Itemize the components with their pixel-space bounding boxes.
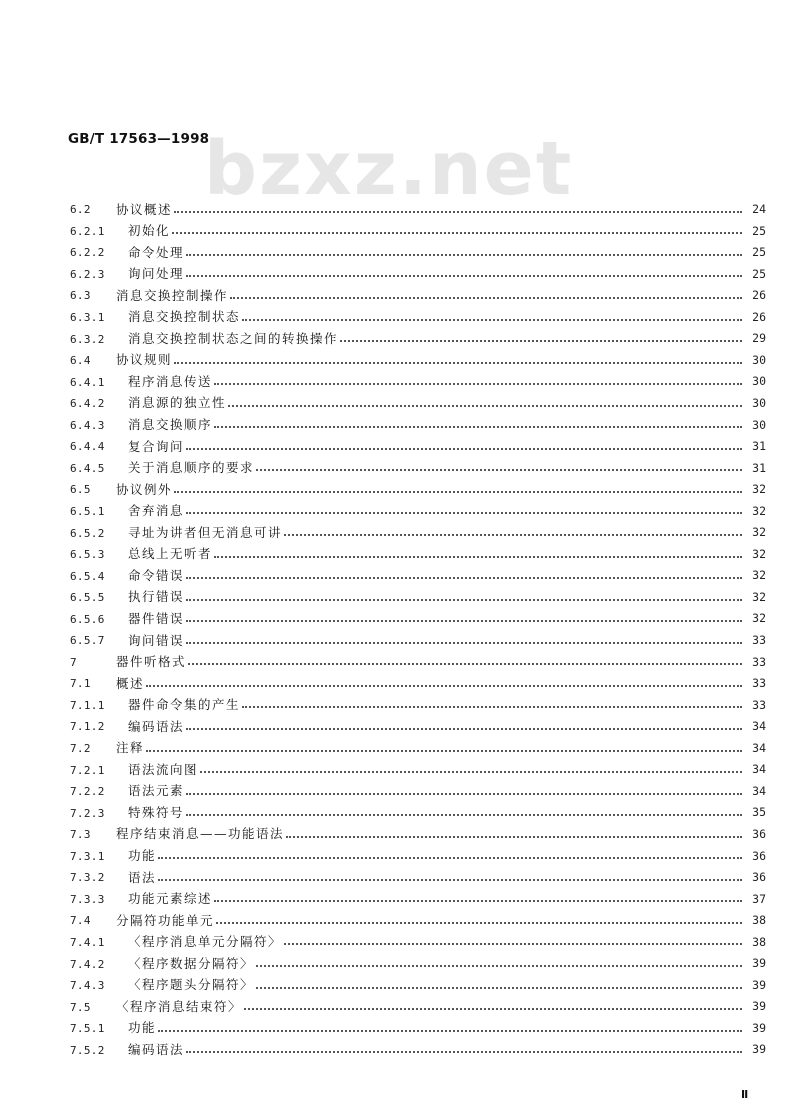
toc-entry-page: 38 xyxy=(752,913,766,928)
toc-entry xyxy=(70,415,766,437)
toc-entry-number: 6.3.1 xyxy=(70,311,105,324)
toc-entry-number: 7.5.2 xyxy=(70,1043,105,1057)
toc-leader-dots xyxy=(186,438,742,450)
toc-entry-number: 6.5.7 xyxy=(70,634,105,648)
toc-entry xyxy=(70,716,766,738)
toc-leader-dots xyxy=(340,330,742,342)
toc-entry-page: 34 xyxy=(752,783,766,798)
toc-leader-dots xyxy=(186,244,742,256)
toc-entry-page: 25 xyxy=(752,266,766,281)
toc-entry-title: 编码语法 xyxy=(128,1041,185,1057)
toc-entry-page: 31 xyxy=(752,439,766,454)
toc-entry xyxy=(70,199,766,221)
toc-entry xyxy=(70,695,766,717)
toc-entry-page: 33 xyxy=(752,676,766,691)
toc-leader-dots xyxy=(158,1020,742,1032)
toc-entry-title: 语法元素 xyxy=(128,783,185,799)
toc-entry xyxy=(70,522,766,544)
toc-entry-page: 38 xyxy=(752,934,766,949)
toc-entry-title: 〈程序消息结束符〉 xyxy=(116,998,243,1014)
toc-entry-title: 程序消息传送 xyxy=(128,373,213,389)
toc-entry xyxy=(70,479,766,501)
toc-entry-page: 25 xyxy=(752,245,766,260)
toc-entry-title: 〈程序数据分隔符〉 xyxy=(128,955,255,971)
toc-entry-title: 舍弃消息 xyxy=(128,503,185,519)
standard-code: GB/T 17563—1998 xyxy=(68,131,210,147)
toc-leader-dots xyxy=(186,718,742,730)
toc-entry-page: 32 xyxy=(752,611,766,626)
toc-leader-dots xyxy=(256,459,742,471)
toc-entry xyxy=(70,630,766,652)
toc-leader-dots xyxy=(186,804,742,816)
toc-entry-title: 执行错误 xyxy=(128,589,185,605)
toc-entry-page: 39 xyxy=(752,999,766,1014)
toc-leader-dots xyxy=(188,653,742,665)
toc-entry-number: 6.4.4 xyxy=(70,440,105,454)
toc-entry-title: 功能 xyxy=(128,1020,157,1036)
toc-entry-number: 6.4.2 xyxy=(70,397,105,411)
toc-entry-title: 协议概述 xyxy=(116,201,173,217)
toc-entry-number: 6.4.1 xyxy=(70,375,105,389)
toc-entry-number: 6.5.5 xyxy=(70,591,105,605)
toc-entry xyxy=(70,307,766,329)
toc-entry-number: 7.3.2 xyxy=(70,871,105,885)
toc-entry-title: 初始化 xyxy=(128,223,171,239)
toc-leader-dots xyxy=(242,696,742,708)
toc-entry-title: 功能 xyxy=(128,848,157,863)
toc-entry-number: 6.5.3 xyxy=(70,548,105,562)
toc-entry xyxy=(70,1039,766,1061)
toc-entry-title: 消息交换控制状态之间的转换操作 xyxy=(128,330,339,346)
toc-leader-dots xyxy=(186,783,742,795)
toc-entry-title: 消息交换控制状态 xyxy=(128,309,241,325)
toc-entry-page: 32 xyxy=(752,546,766,561)
toc-entry-page: 35 xyxy=(752,805,766,820)
toc-entry-number: 6.4.5 xyxy=(70,461,105,475)
toc-entry-title: 协议规则 xyxy=(116,352,173,368)
toc-entry xyxy=(70,565,766,587)
toc-entry-page: 34 xyxy=(752,740,766,755)
toc-entry-page: 30 xyxy=(752,374,766,389)
toc-entry-page: 39 xyxy=(752,1020,766,1035)
toc-entry-number: 6.2.2 xyxy=(70,246,105,260)
toc-entry-page: 34 xyxy=(752,719,766,734)
toc-leader-dots xyxy=(186,589,742,601)
toc-entry-number: 6.3 xyxy=(70,289,91,303)
toc-leader-dots xyxy=(186,502,742,514)
toc-entry-number: 7.3 xyxy=(70,828,91,842)
toc-entry xyxy=(70,910,766,932)
toc-entry xyxy=(70,932,766,954)
toc-entry xyxy=(70,371,766,393)
toc-entry-title: 询问处理 xyxy=(128,266,185,282)
toc-entry-page: 30 xyxy=(752,417,766,432)
toc-entry-page: 30 xyxy=(752,395,766,410)
toc-entry-number: 7.4.1 xyxy=(70,935,105,949)
toc-entry xyxy=(70,975,766,997)
toc-entry xyxy=(70,221,766,243)
toc-leader-dots xyxy=(230,287,742,299)
toc-leader-dots xyxy=(214,416,742,428)
toc-entry-page: 26 xyxy=(752,309,766,324)
toc-entry-page: 39 xyxy=(752,1042,766,1057)
toc-entry-number: 7.5.1 xyxy=(70,1022,105,1036)
toc-entry-title: 消息交换控制操作 xyxy=(116,287,229,303)
toc-entry-title: 命令错误 xyxy=(128,567,185,583)
toc-entry-title: 协议例外 xyxy=(116,481,173,497)
toc-entry-number: 7.4.2 xyxy=(70,957,105,971)
toc-entry xyxy=(70,587,766,609)
toc-entry xyxy=(70,996,766,1018)
toc-entry-title: 分隔符功能单元 xyxy=(116,912,215,928)
toc-entry-page: 34 xyxy=(752,762,766,777)
toc-entry-number: 6.5.4 xyxy=(70,569,105,583)
toc-entry xyxy=(70,501,766,523)
toc-leader-dots xyxy=(228,395,742,407)
toc-entry-number: 6.5.6 xyxy=(70,612,105,626)
toc-entry-title: 功能元素综述 xyxy=(128,891,213,907)
toc-entry-number: 7.2 xyxy=(70,742,91,755)
toc-entry-number: 7.4.3 xyxy=(70,979,105,993)
toc-leader-dots xyxy=(186,610,742,622)
toc-entry-title: 询问错误 xyxy=(128,632,185,648)
toc-leader-dots xyxy=(186,265,742,277)
toc-entry-number: 7.2.2 xyxy=(70,785,105,799)
toc-entry-number: 7.3.3 xyxy=(70,892,105,906)
toc-leader-dots xyxy=(174,201,742,213)
toc-entry-title: 总线上无听者 xyxy=(128,546,213,562)
toc-leader-dots xyxy=(256,955,742,967)
toc-entry-page: 36 xyxy=(752,826,766,841)
toc-entry xyxy=(70,544,766,566)
toc-entry-page: 32 xyxy=(752,482,766,497)
toc-entry-title: 寻址为讲者但无消息可讲 xyxy=(128,524,283,540)
toc-entry-title: 器件错误 xyxy=(128,610,185,626)
toc-entry-page: 39 xyxy=(752,956,766,971)
toc-entry-title: 器件命令集的产生 xyxy=(128,697,241,713)
toc-entry xyxy=(70,738,766,760)
toc-entry-number: 6.5.2 xyxy=(70,526,105,540)
toc-entry-number: 6.4.3 xyxy=(70,418,105,432)
toc-entry-title: 关于消息顺序的要求 xyxy=(128,460,255,476)
toc-entry-page: 36 xyxy=(752,848,766,863)
toc-entry-title: 命令处理 xyxy=(128,244,185,260)
toc-entry-number: 6.4 xyxy=(70,354,91,368)
toc-entry-page: 32 xyxy=(752,503,766,518)
toc-entry xyxy=(70,802,766,824)
toc-leader-dots xyxy=(158,847,742,859)
toc-entry-title: 〈程序题头分隔符〉 xyxy=(128,977,255,993)
toc-entry-title: 语法流向图 xyxy=(128,761,199,777)
toc-entry-page: 36 xyxy=(752,870,766,885)
toc-leader-dots xyxy=(214,546,742,558)
toc-entry-page: 31 xyxy=(752,460,766,475)
toc-entry xyxy=(70,264,766,286)
toc-entry-title: 语法 xyxy=(128,869,157,885)
toc-leader-dots xyxy=(158,869,742,881)
toc-leader-dots xyxy=(172,222,742,234)
toc-leader-dots xyxy=(256,977,742,989)
toc-entry-page: 26 xyxy=(752,288,766,303)
toc-leader-dots xyxy=(214,373,742,385)
toc-entry-page: 30 xyxy=(752,352,766,367)
toc-leader-dots xyxy=(242,309,742,321)
toc-entry xyxy=(70,781,766,803)
toc-entry-number: 7.1 xyxy=(70,677,91,691)
toc-leader-dots xyxy=(200,761,742,773)
toc-entry xyxy=(70,846,766,868)
toc-entry-title: 复合询问 xyxy=(128,438,185,454)
toc-entry xyxy=(70,458,766,480)
toc-entry xyxy=(70,889,766,911)
toc-leader-dots xyxy=(146,740,742,752)
toc-entry-page: 33 xyxy=(752,654,766,669)
toc-leader-dots xyxy=(186,1041,742,1053)
toc-entry-page: 32 xyxy=(752,568,766,583)
toc-entry-number: 7.2.3 xyxy=(70,806,105,820)
toc-entry-page: 33 xyxy=(752,697,766,712)
toc-leader-dots xyxy=(186,632,742,644)
toc-leader-dots xyxy=(244,998,742,1010)
toc-entry-number: 6.5 xyxy=(70,483,91,497)
toc-entry-number: 7.3.1 xyxy=(70,849,105,863)
toc-entry-number: 6.2.3 xyxy=(70,267,105,281)
page-marker: Ⅱ xyxy=(741,1088,749,1101)
watermark: bzxz.net xyxy=(204,126,574,212)
toc-entry xyxy=(70,608,766,630)
toc-entry xyxy=(70,285,766,307)
toc-entry xyxy=(70,953,766,975)
toc-entry-title: 特殊符号 xyxy=(128,804,185,820)
toc-entry-number: 7.5 xyxy=(70,1000,91,1014)
toc-entry-number: 7.1.1 xyxy=(70,698,105,712)
toc-entry-page: 32 xyxy=(752,589,766,604)
toc-entry-number: 6.2.1 xyxy=(70,224,105,238)
toc-entry-title: 消息交换顺序 xyxy=(128,417,213,432)
toc-entry-number: 7 xyxy=(70,655,77,669)
toc-leader-dots xyxy=(286,826,742,838)
toc-entry xyxy=(70,1018,766,1040)
toc-entry-number: 7.2.1 xyxy=(70,763,105,777)
toc-entry-page: 39 xyxy=(752,977,766,992)
toc-entry xyxy=(70,867,766,889)
toc-entry xyxy=(70,436,766,458)
toc-entry-title: 编码语法 xyxy=(128,718,185,734)
toc-entry-page: 33 xyxy=(752,633,766,647)
toc-entry-page: 24 xyxy=(752,202,766,216)
toc-entry xyxy=(70,652,766,674)
toc-entry-title: 注释 xyxy=(116,740,145,756)
toc-entry-page: 29 xyxy=(752,331,766,346)
toc-entry-title: 消息源的独立性 xyxy=(128,395,227,411)
toc-entry xyxy=(70,242,766,264)
toc-entry-title: 概述 xyxy=(116,675,145,691)
toc-entry xyxy=(70,759,766,781)
toc-leader-dots xyxy=(284,524,742,536)
toc-entry-title: 程序结束消息——功能语法 xyxy=(116,826,285,842)
toc-leader-dots xyxy=(216,912,742,924)
toc-leader-dots xyxy=(174,481,742,493)
toc-entry-title: 器件听格式 xyxy=(116,654,187,670)
toc-entry-title: 〈程序消息单元分隔符〉 xyxy=(128,934,283,950)
toc-entry-number: 6.2 xyxy=(70,203,91,217)
toc-entry-page: 37 xyxy=(752,891,766,906)
toc-entry xyxy=(70,673,766,695)
toc-leader-dots xyxy=(146,675,742,687)
toc-entry xyxy=(70,824,766,846)
toc-entry-number: 7.4 xyxy=(70,914,91,928)
toc-entry xyxy=(70,328,766,350)
toc-entry-page: 32 xyxy=(752,525,766,540)
toc-entry xyxy=(70,393,766,415)
toc-entry-number: 6.3.2 xyxy=(70,332,105,346)
toc-leader-dots xyxy=(214,890,742,902)
toc-entry-number: 6.5.1 xyxy=(70,504,105,518)
toc-leader-dots xyxy=(284,933,742,945)
toc-leader-dots xyxy=(186,567,742,579)
toc-entry-number: 7.1.2 xyxy=(70,720,105,734)
toc-entry-page: 25 xyxy=(752,223,766,238)
toc-entry xyxy=(70,350,766,372)
toc-leader-dots xyxy=(174,352,742,364)
